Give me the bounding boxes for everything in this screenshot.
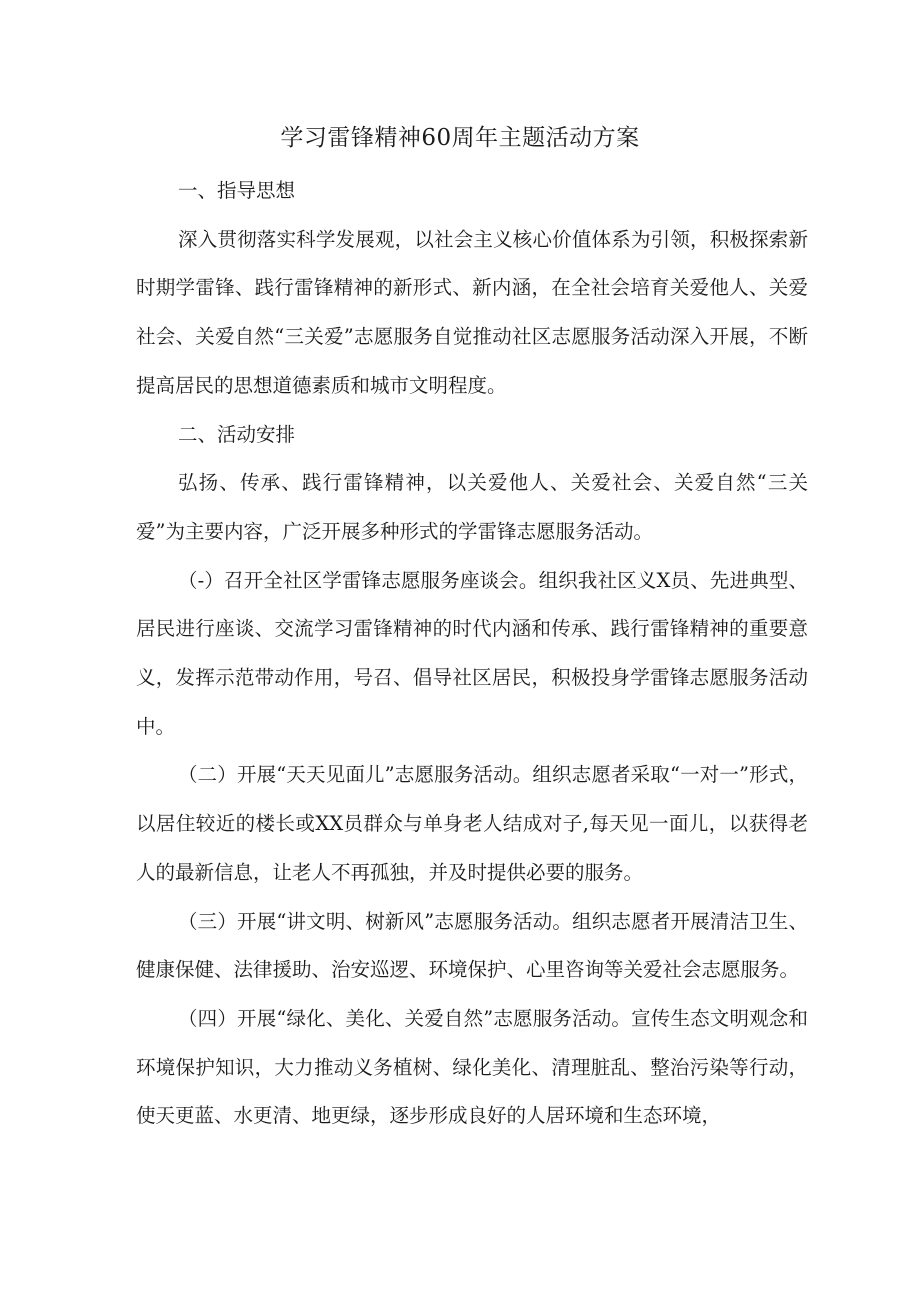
document-title: 学习雷锋精神60周年主题活动方案 — [280, 125, 640, 151]
paragraph-guiding-ideology: 深入贯彻落实科学发展观，以社会主义核心价值体系为引领，积极探索新时期学雷锋、践行雷锋精神的新形式、新内涵，在全社会培育关爱他人、关爱社会、关爱自然“三关爱”志愿服务自觉推动社区志愿服务活动深入开展，不断提高居民的思想道德素质和城市文明程度。 — [136, 227, 808, 397]
paragraph-activity-intro: 弘扬、传承、践行雷锋精神，以关爱他人、关爱社会、关爱自然“三关爱”为主要内容，广泛开展多种形式的学雷锋志愿服务活动。 — [136, 471, 808, 543]
paragraph-activity-item-3: （三）开展“讲文明、树新风”志愿服务活动。组织志愿者开展清洁卫生、健康保健、法律援助、治安巡逻、环境保护、心里咨询等关爱社会志愿服务。 — [136, 909, 808, 982]
section-heading-activity-arrangement: 二、活动安排 — [178, 422, 296, 446]
section-heading-guiding-ideology: 一、指导思想 — [178, 179, 296, 202]
paragraph-activity-item-2: （二）开展“天天见面儿”志愿服务活动。组织志愿者采取“一对一”形式，以居住较近的楼长或XX员群众与单身老人结成对子,每天见一面儿，以获得老人的最新信息，让老人不再孤独，并及时提供必要的服务。 — [136, 763, 808, 884]
paragraph-activity-item-4: （四）开展“绿化、美化、关爱自然”志愿服务活动。宣传生态文明观念和环境保护知识，大力推动义务植树、绿化美化、清理脏乱、整治污染等行动，使天更蓝、水更清、地更绿，逐步形成良好的人居环境和生态环境， — [136, 1006, 808, 1128]
paragraph-activity-item-1: （-）召开全社区学雷锋志愿服务座谈会。组织我社区义X员、先进典型、居民进行座谈、交流学习雷锋精神的时代内涵和传承、践行雷锋精神的重要意义，发挥示范带动作用，号召、倡导社区居民，积极投身学雷锋志愿服务活动中。 — [136, 568, 808, 738]
document-body — [136, 167, 808, 1141]
